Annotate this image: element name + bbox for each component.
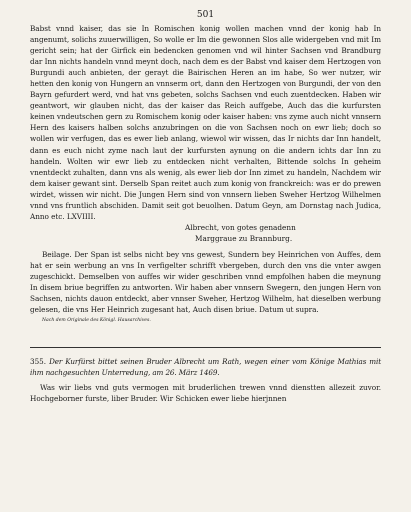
source-note: Nach dem Originale des Königl. Hausarchives. — [42, 318, 151, 324]
signature-line-2: Marggraue zu Brannburg. — [195, 233, 293, 243]
signature-line-1: Albrecht, von gotes genadenn — [185, 222, 296, 232]
page-number: 501 — [196, 10, 215, 20]
document-text: Was wir liebs vnd guts vermogen mit bruderlichen trewen vnnd dienstten allezeit zuvor. Hochgeborner furste, liber Bruder. Wir Schicken ewer liebe hierjnnen — [30, 383, 381, 404]
beilage-paragraph: Beilage. Der Span ist selbs nicht bey vns gewest, Sundern bey Heinrichen von Auffes, dem hat er sein werbung an vns In verfigelter schrifft vbergeben, durch den vns die vnter awgen zugeschickt. Demselben von auffes wir wider geschriben vnnd empfolhen haben die meynung In disem briue begriffen zu antworten. Wir haben aber vnnsern Swegern, den jungen Hern von Sachsen, nichts dauon entdeckt, aber vnnser Sweher, Hertzog Wilhelm, hat dieselben werbung gelesen, die vns Her Heinrich zugesant hat, Auch disen briue. Datum ut supra. — [30, 249, 381, 315]
document-heading — [30, 357, 381, 378]
letter-body: Babst vnnd kaiser, das sie In Romischen konig wollen machen vnnd der konig hab In angenumt, solichs zuuerwilligen, So wolle er Im die gewonnen Slos alle widergeben vnd mit Im gericht sein; hat der Girfick ein bedencken genomen vnd wil hinter Sachsen vnd Brandburg dar Inn nichts handeln vnnd meynt doch, nach dem es der Babst vnd kaiser dem Hertzogen von Burgundi auch anbieten, der gerayt die Bairischen Heren an im habe, So wer nutzer, wir hetten den konig von Hungern an vnnserm ort, dann den Hertzogen von Burgundi, der von den Bayrn gefurdert werd, vnd hat vns gebeten, solchs Sachsen vnd euch zuentdecken. Haben wir geantwort, wir glauben nicht, das der kaiser das Reich auffgebe, Auch das die kurfursten keinen vndeutschen gern zu Romischem konig oder kaiser haben: vns zyme auch nicht vnnsern Hern des kaisers halben solchs anzubringen on die von Sachsen noch on ewr lieb; doch so wollen wir verfugen, das es ewer lieb anlang, wiewol wir wissen, das Ir nichts dar Inn handelt, dann es euch nicht zyme nach laut der kurfursten aynung on die andern ichts dar Inn zu handeln. Wolten wir ewr lieb zu entdecken nicht verhalten, Bittende solchs In geheim vnentdeckt zuhalten, dann vns als wenig, als ewer lieb dor Inn zimet zu handeln, Nachdem wir dem kaiser gewant sint. Derselb Span reitet auch zum konig von franckreich: was er do prewen wirdet, wissen wir nicht. Die Jungen Hern sind von vnnsern lieben Sweher Hertzog Wilhelmen vnnd vns fruntlich abschiden. Damit seit got beuolhen. Datum Geyn, am Dornstag nach Judica, Anno etc. LXVIIII. — [30, 24, 381, 221]
document-title: Der Kurfürst bittet seinen Bruder Albrecht um Rath, wegen einer vom Könige Mathias mit ihm nachgesuchten Unterredung, am 26. März 1469. — [30, 357, 381, 377]
document-number: 355. — [30, 357, 47, 367]
section-divider — [30, 347, 381, 348]
